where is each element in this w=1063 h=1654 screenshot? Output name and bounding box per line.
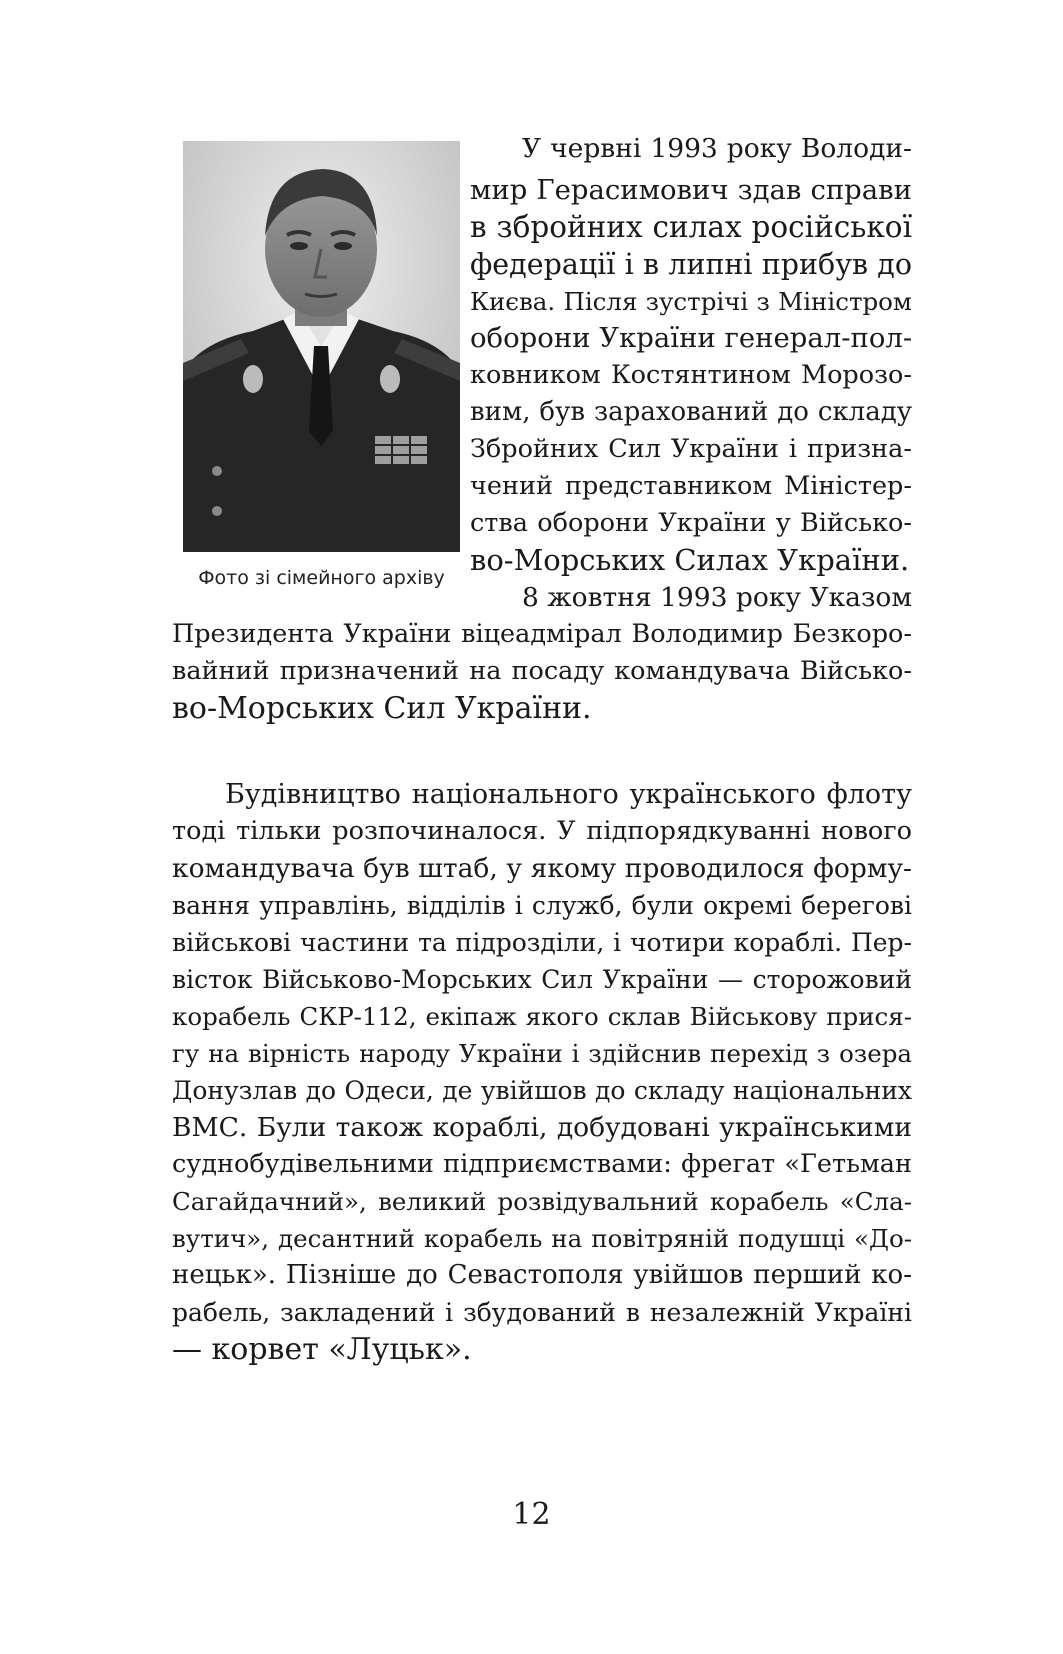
paragraph-1-line-10: чений представником Міністер- — [470, 471, 912, 501]
paragraph-1-line-11: ства оборони України у Військо- — [470, 508, 912, 538]
paragraph-2-line-2: Президента України віцеадмірал Володимир Безкоро- — [172, 619, 912, 649]
paragraph-2-line-3: вайний призначений на посаду командувача Військо- — [172, 656, 912, 686]
paragraph-3-line-10: ВМС. Були також кораблі, добудовані українськими — [172, 1112, 912, 1143]
paragraph-3-line-16: — корвет «Луцьк». — [172, 1332, 472, 1367]
portrait-image — [183, 141, 460, 552]
paragraph-3-line-12: Сагайдачний», великий розвідувальний корабель «Сла- — [172, 1187, 912, 1216]
paragraph-3-line-7: корабель СКР-112, екіпаж якого склав Військову прися- — [172, 1002, 912, 1031]
paragraph-3-line-14: нецьк». Пізніше до Севастополя увійшов перший ко- — [172, 1260, 912, 1290]
paragraph-3-line-2: тоді тільки розпочиналося. У підпорядкуванні нового — [172, 816, 912, 846]
portrait-photo — [183, 141, 460, 552]
paragraph-3-line-8: гу на вірність народу України і здійснив перехід з озера — [172, 1039, 912, 1068]
paragraph-3-line-15: рабель, закладений і збудований в незалежній Україні — [172, 1298, 912, 1327]
paragraph-3-line-11: суднобудівельними підприємствами: фрегат «Гетьман — [172, 1149, 912, 1179]
paragraph-3-line-9: Донузлав до Одеси, де увійшов до складу національних — [172, 1076, 912, 1105]
paragraph-1-line-1: У червні 1993 року Володи- — [522, 133, 912, 164]
paragraph-1-line-7: ковником Костянтином Морозо- — [470, 360, 912, 390]
paragraph-3-line-13: вутич», десантний корабель на повітряній подушці «До- — [172, 1224, 912, 1253]
paragraph-1-line-12: во-Морських Силах України. — [470, 543, 910, 577]
page-number: 12 — [512, 1497, 551, 1532]
paragraph-1-line-4: федерації і в липні прибув до — [470, 248, 912, 281]
paragraph-3-line-1: Будівництво національного українського флоту — [225, 779, 912, 810]
paragraph-3-line-3: командувача був штаб, у якому проводилося форму- — [172, 853, 912, 884]
paragraph-1-line-3: в збройних силах російської — [470, 210, 912, 244]
paragraph-3-line-5: військові частини та підрозділи, і чотири кораблі. Пер- — [172, 928, 912, 957]
paragraph-3-line-4: вання управлінь, відділів і служб, були окремі берегові — [172, 891, 912, 920]
paragraph-2-line-4: во-Морських Сил України. — [172, 691, 592, 726]
paragraph-1-line-8: вим, був зарахований до складу — [470, 397, 912, 427]
paragraph-3-line-6: вісток Військово-Морських Сил України — сторожовий — [172, 965, 912, 994]
paragraph-2-line-1: 8 жовтня 1993 року Указом — [522, 582, 912, 613]
paragraph-1-line-9: Збройних Сил України і призна- — [470, 434, 912, 464]
paragraph-1-line-2: мир Герасимович здав справи — [470, 174, 912, 206]
paragraph-1-line-6: оборони України генерал-пол- — [470, 322, 913, 354]
paragraph-1-line-5: Києва. Після зустрічі з Міністром — [470, 287, 912, 316]
photo-caption: Фото зі сімейного архіву — [198, 567, 445, 589]
